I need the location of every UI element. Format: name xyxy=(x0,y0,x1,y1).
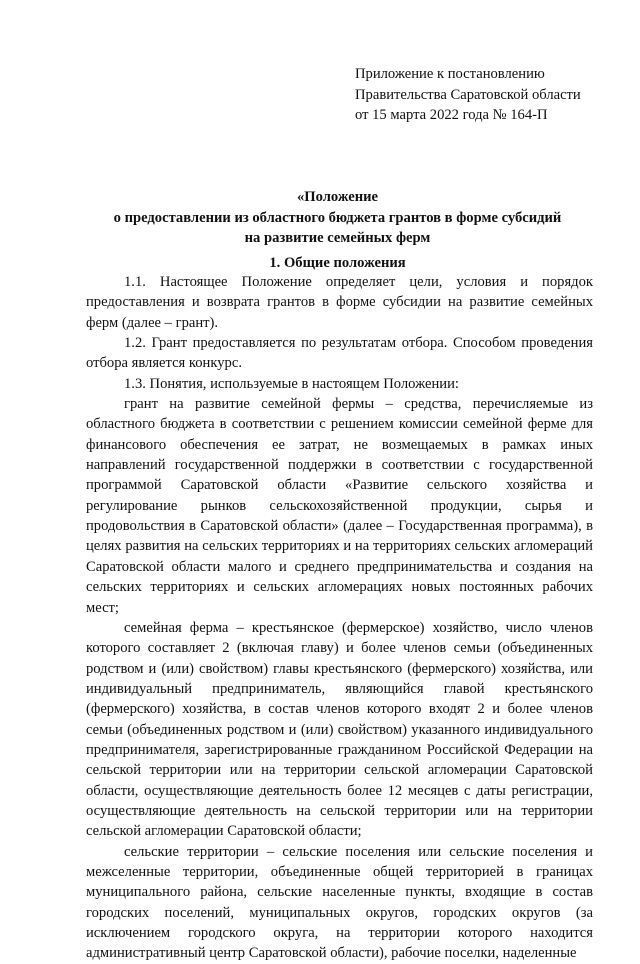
paragraph-1-1: 1.1. Настоящее Положение определяет цели, условия и порядок предоставления и возврата грантов в форме субсидии на развитие семейных ферм (далее – грант). xyxy=(86,274,593,331)
paragraph-grant-definition: грант на развитие семейной фермы – средства, перечисляемые из областного бюджета в соответствии с решением комиссии семейной ферме для финансового обеспечения ее затрат, не возмещаемых в рамках иных направлений государственной поддержки в соответствии с государственной программой Саратовской области «Развитие сельского хозяйства и регулирование рынков сельскохозяйственной продукции, сырья и продовольствия в Саратовской области» (далее – Государственная программа), в целях развития на сельских территориях и на территориях сельских агломераций Саратовской области малого и среднего предпринимательства и создания на сельских территориях и сельских агломерациях новых постоянных рабочих мест; xyxy=(86,396,593,616)
appendix-line-1: Приложение к постановлению xyxy=(355,66,545,82)
document-title xyxy=(60,187,615,249)
appendix-note xyxy=(355,64,605,126)
title-line-1: «Положение xyxy=(296,189,379,205)
title-line-2: о предоставлении из областного бюджета грантов в форме субсидий xyxy=(113,209,562,226)
paragraph-1-3: 1.3. Понятия, используемые в настоящем Положении: xyxy=(124,375,459,392)
title-line-3: на развитие семейных ферм xyxy=(244,230,431,246)
appendix-line-3: от 15 марта 2022 года № 164-П xyxy=(355,107,548,123)
paragraph-rural-territories-definition: сельские территории – сельские поселения или сельские поселения и межселенные территории, объединенные общей территорией в границах муниципального района, сельские населенные пункты, входящие в состав городских поселений, муниципальных округов, городских округов (за исключением городского округа, на территории которого находится административный центр Саратовской области), рабочие поселки, наделенные xyxy=(86,843,593,962)
paragraph-1-2: 1.2. Грант предоставляется по результатам отбора. Способом проведения отбора является конкурс. xyxy=(86,335,593,372)
paragraph-family-farm-definition: семейная ферма – крестьянское (фермерское) хозяйство, число членов которого составляет 2 (включая главу) и более членов семьи (объединенных родством и (или) свойством) главы крестьянского (фермерского) хозяйства, или индивидуальный предприниматель, являющийся главой крестьянского (фермерского) хозяйства, в состав членов которого входят 2 и более членов семьи (объединенных родством и (или) свойством) указанного индивидуального предпринимателя, зарегистрированные гражданином Российской Федерации на сельской территории или на территории сельской агломерации Саратовской области, осуществляющие деятельность более 12 месяцев с даты регистрации, осуществляющие деятельность на сельской территории или на территории сельской агломерации Саратовской области; xyxy=(86,619,593,840)
appendix-line-2: Правительства Саратовской области xyxy=(355,86,581,103)
section-body xyxy=(86,272,593,964)
section-heading: 1. Общие положения xyxy=(269,255,406,271)
